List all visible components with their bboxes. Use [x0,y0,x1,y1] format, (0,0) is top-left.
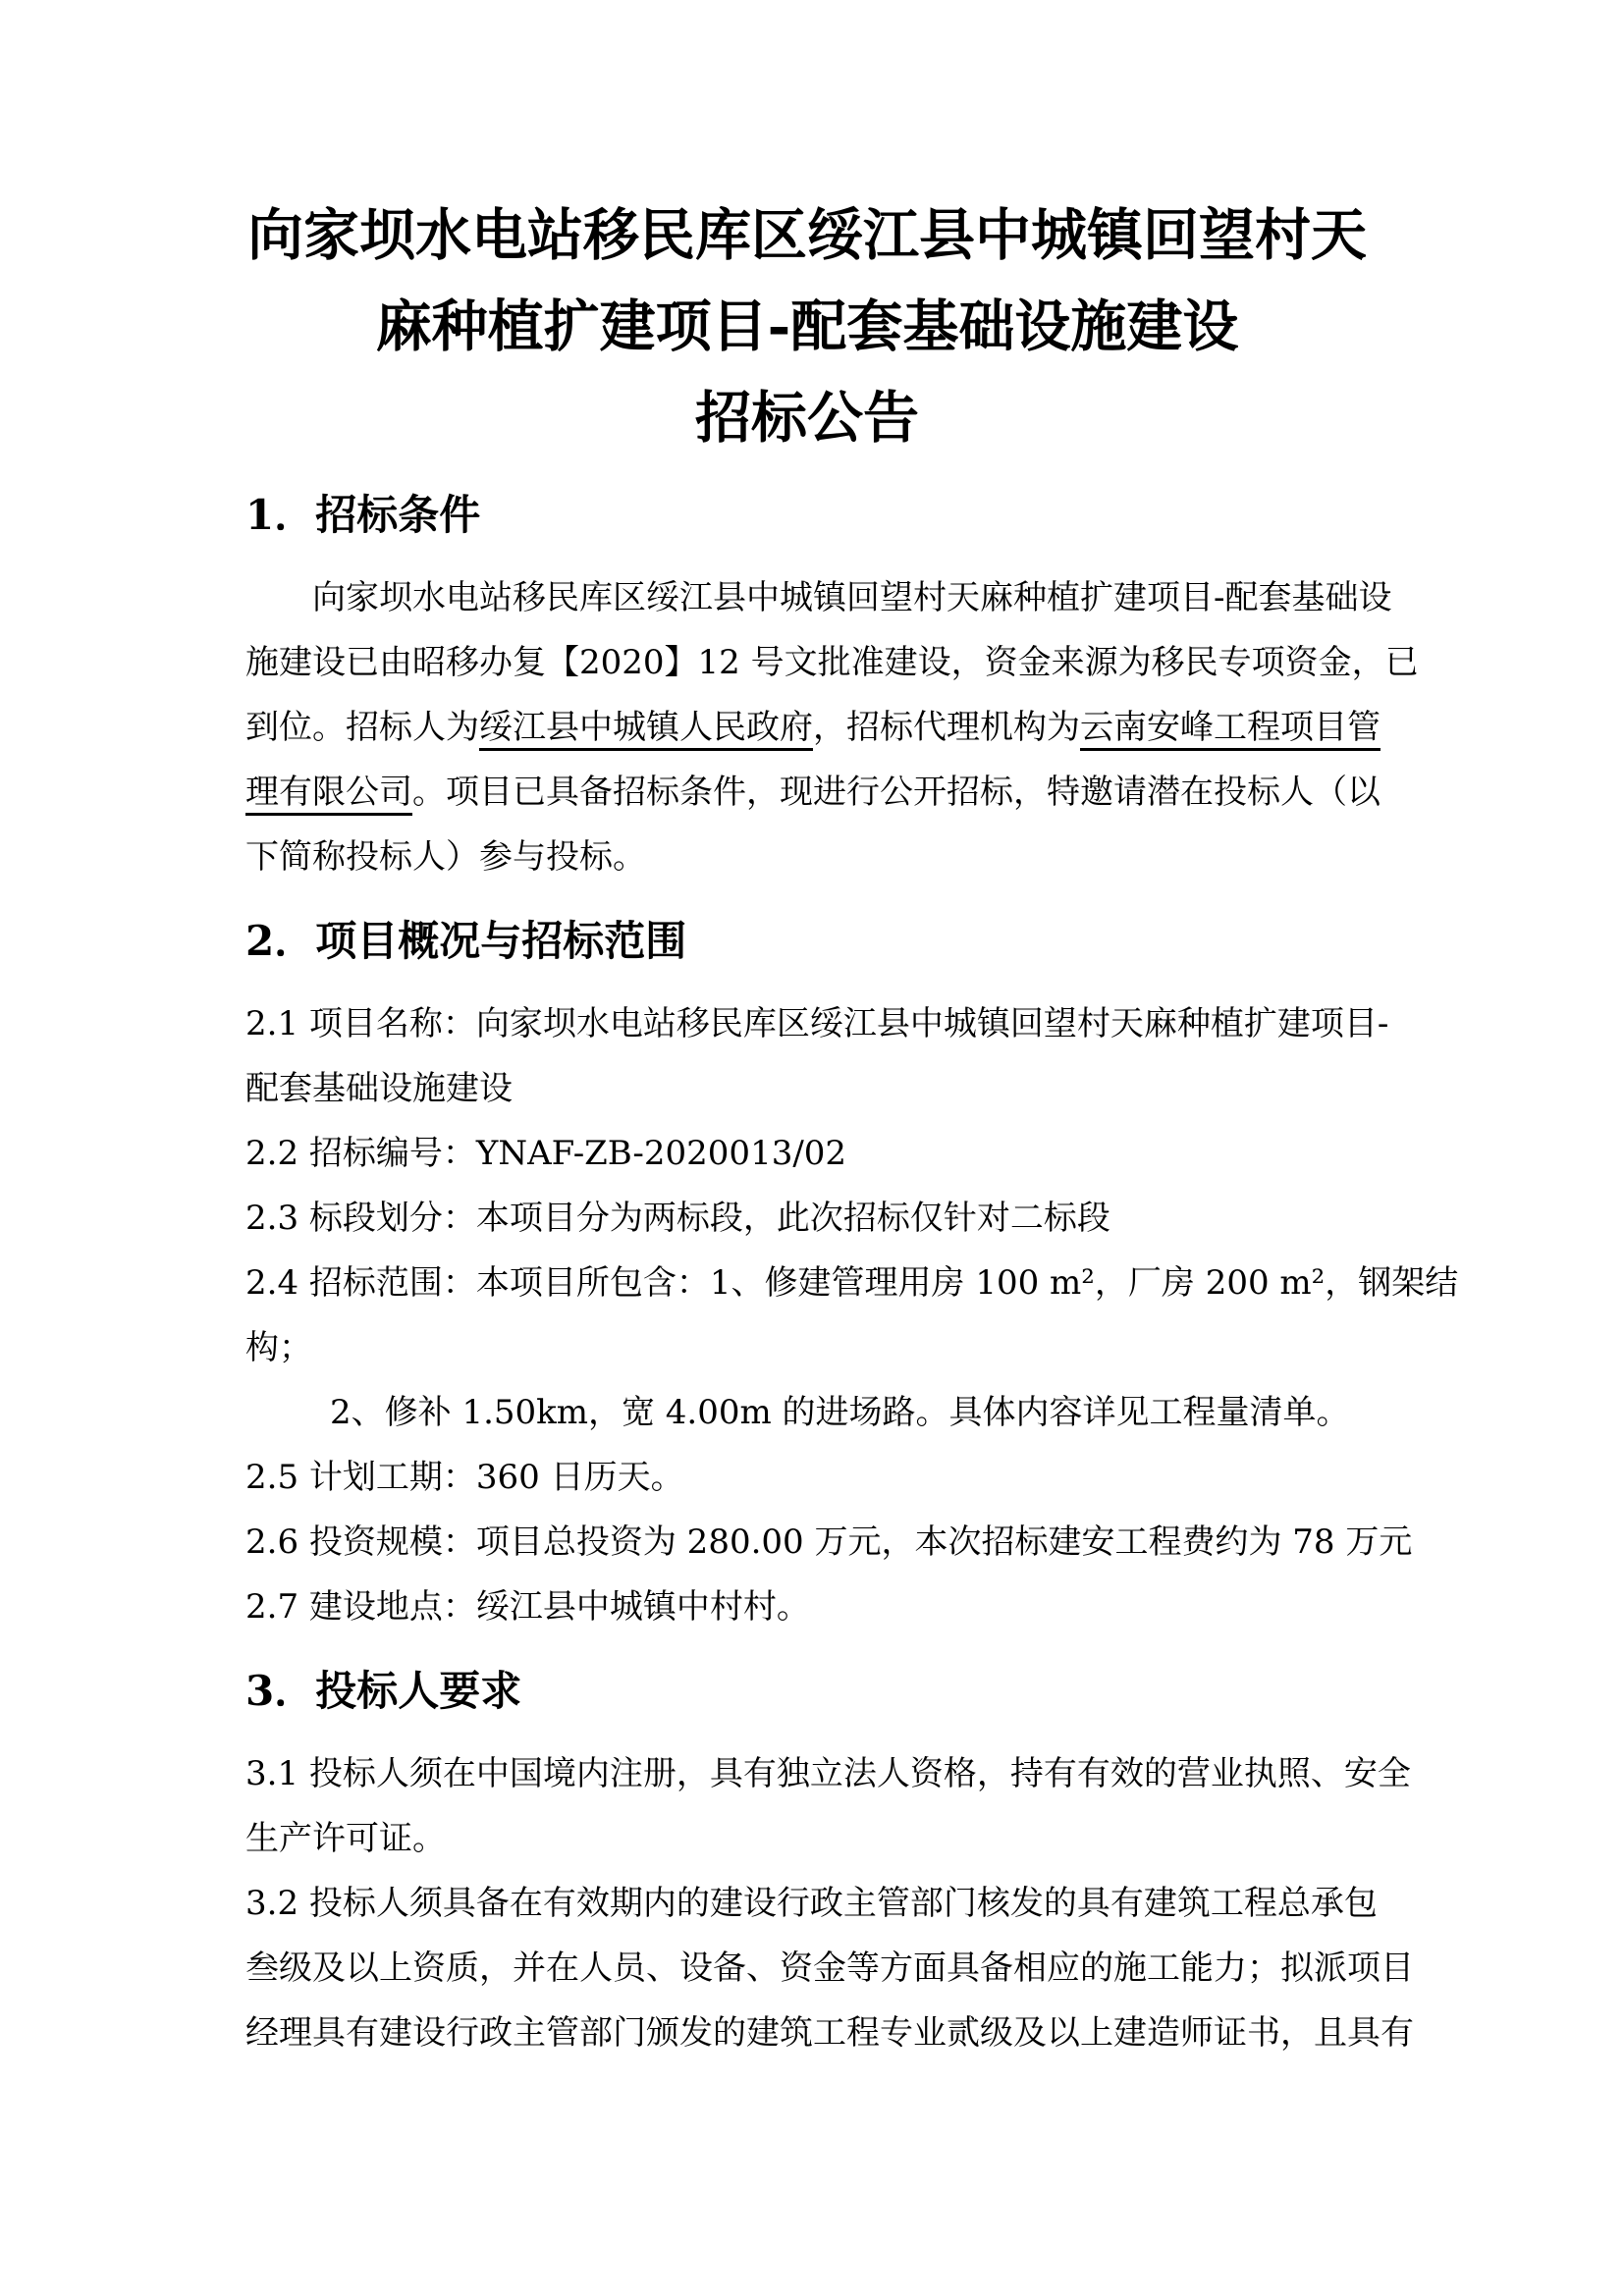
section-heading: 2．项目概况与招标范围 [245,917,687,965]
text-line [245,991,1389,1056]
text-run: ，招标代理机构为 [813,708,1080,747]
text-line [245,1510,1413,1575]
section-heading: 1．招标条件 [245,491,481,539]
document-content [0,189,1624,2065]
document-title [245,189,1369,463]
section-heading: 3．投标人要求 [245,1667,522,1715]
item-2-6-investment-scale [245,1510,1413,1575]
item-2-5-planned-duration [245,1445,1369,1510]
text-run: 经理具有建设行政主管部门颁发的建筑工程专业贰级及以上建造师证书，且具有 [245,2013,1414,2053]
underlined-text: 理有限公司 [245,773,412,816]
text-line [245,1871,1378,1936]
text-run: 生产许可证。 [245,1819,446,1858]
text-line [245,1056,1369,1121]
title-line-1: 向家坝水电站移民库区绥江县中城镇回望村天 [247,202,1367,268]
text-line [245,1380,1369,1445]
text-line [245,1121,1369,1186]
text-run: 配套基础设施建设 [245,1069,513,1108]
item-3-1-bidder-registration [245,1741,1411,1871]
text-run: 3.2 投标人须具备在有效期内的建设行政主管部门核发的具有建筑工程总承包 [245,1884,1378,1923]
text-run: 2、修补 1.50km，宽 4.00m 的进场路。具体内容详见工程量清单。 [330,1393,1350,1432]
text-run: 下简称投标人）参与投标。 [245,837,646,877]
underlined-text: 绥江县中城镇人民政府 [479,708,813,751]
item-2-1-project-name [245,991,1389,1121]
text-line [245,1806,1369,1871]
text-run: 2.7 建设地点：绥江县中城镇中村村。 [245,1587,810,1627]
underlined-text: 云南安峰工程项目管 [1080,708,1380,751]
text-run: 2.3 标段划分：本项目分为两标段，此次招标仅针对二标段 [245,1199,1110,1238]
text-line [245,1251,1459,1315]
text-run: 施建设已由昭移办复【2020】12 号文批准建设，资金来源为移民专项资金，已 [245,643,1419,682]
text-line [245,565,1392,630]
document-body [245,483,1459,2065]
text-line [245,1741,1411,1806]
text-line [245,1445,1369,1510]
text-run: 2.2 招标编号：YNAF-ZB-2020013/02 [245,1134,847,1173]
tender-conditions-paragraph [245,565,1419,889]
item-2-7-construction-site [245,1575,1369,1639]
text-run: 2.6 投资规模：项目总投资为 280.00 万元，本次招标建安工程费约为 78 万元 [245,1522,1413,1562]
item-2-4-tender-scope [245,1251,1459,1445]
item-2-2-tender-number [245,1121,1369,1186]
title-line-3: 招标公告 [695,385,919,451]
text-run: 2.5 计划工期：360 日历天。 [245,1458,684,1497]
text-run: 构； [245,1328,312,1367]
text-run: 叁级及以上资质，并在人员、设备、资金等方面具备相应的施工能力；拟派项目 [245,1949,1414,1988]
text-run: 2.1 项目名称：向家坝水电站移民库区绥江县中城镇回望村天麻种植扩建项目- [245,1004,1389,1043]
text-line [245,825,1369,889]
text-line [245,2001,1414,2065]
text-run: 。项目已具备招标条件，现进行公开招标，特邀请潜在投标人（以 [412,773,1380,812]
text-line [245,1575,1369,1639]
text-run: 3.1 投标人须在中国境内注册，具有独立法人资格，持有有效的营业执照、安全 [245,1754,1411,1793]
text-run: 到位。招标人为 [245,708,479,747]
text-run: 向家坝水电站移民库区绥江县中城镇回望村天麻种植扩建项目-配套基础设 [312,578,1392,617]
title-line-2: 麻种植扩建项目-配套基础设施建设 [375,294,1239,359]
text-line [245,760,1380,825]
text-line [245,1315,1369,1380]
text-line [245,1936,1414,2001]
text-line [245,1186,1369,1251]
text-line [245,695,1380,760]
text-line [245,630,1419,695]
text-run: 2.4 招标范围：本项目所包含：1、修建管理用房 100 m²，厂房 200 m²，钢架结 [245,1263,1459,1303]
item-3-2-bidder-qualification [245,1871,1414,2065]
item-2-3-lot-division [245,1186,1369,1251]
